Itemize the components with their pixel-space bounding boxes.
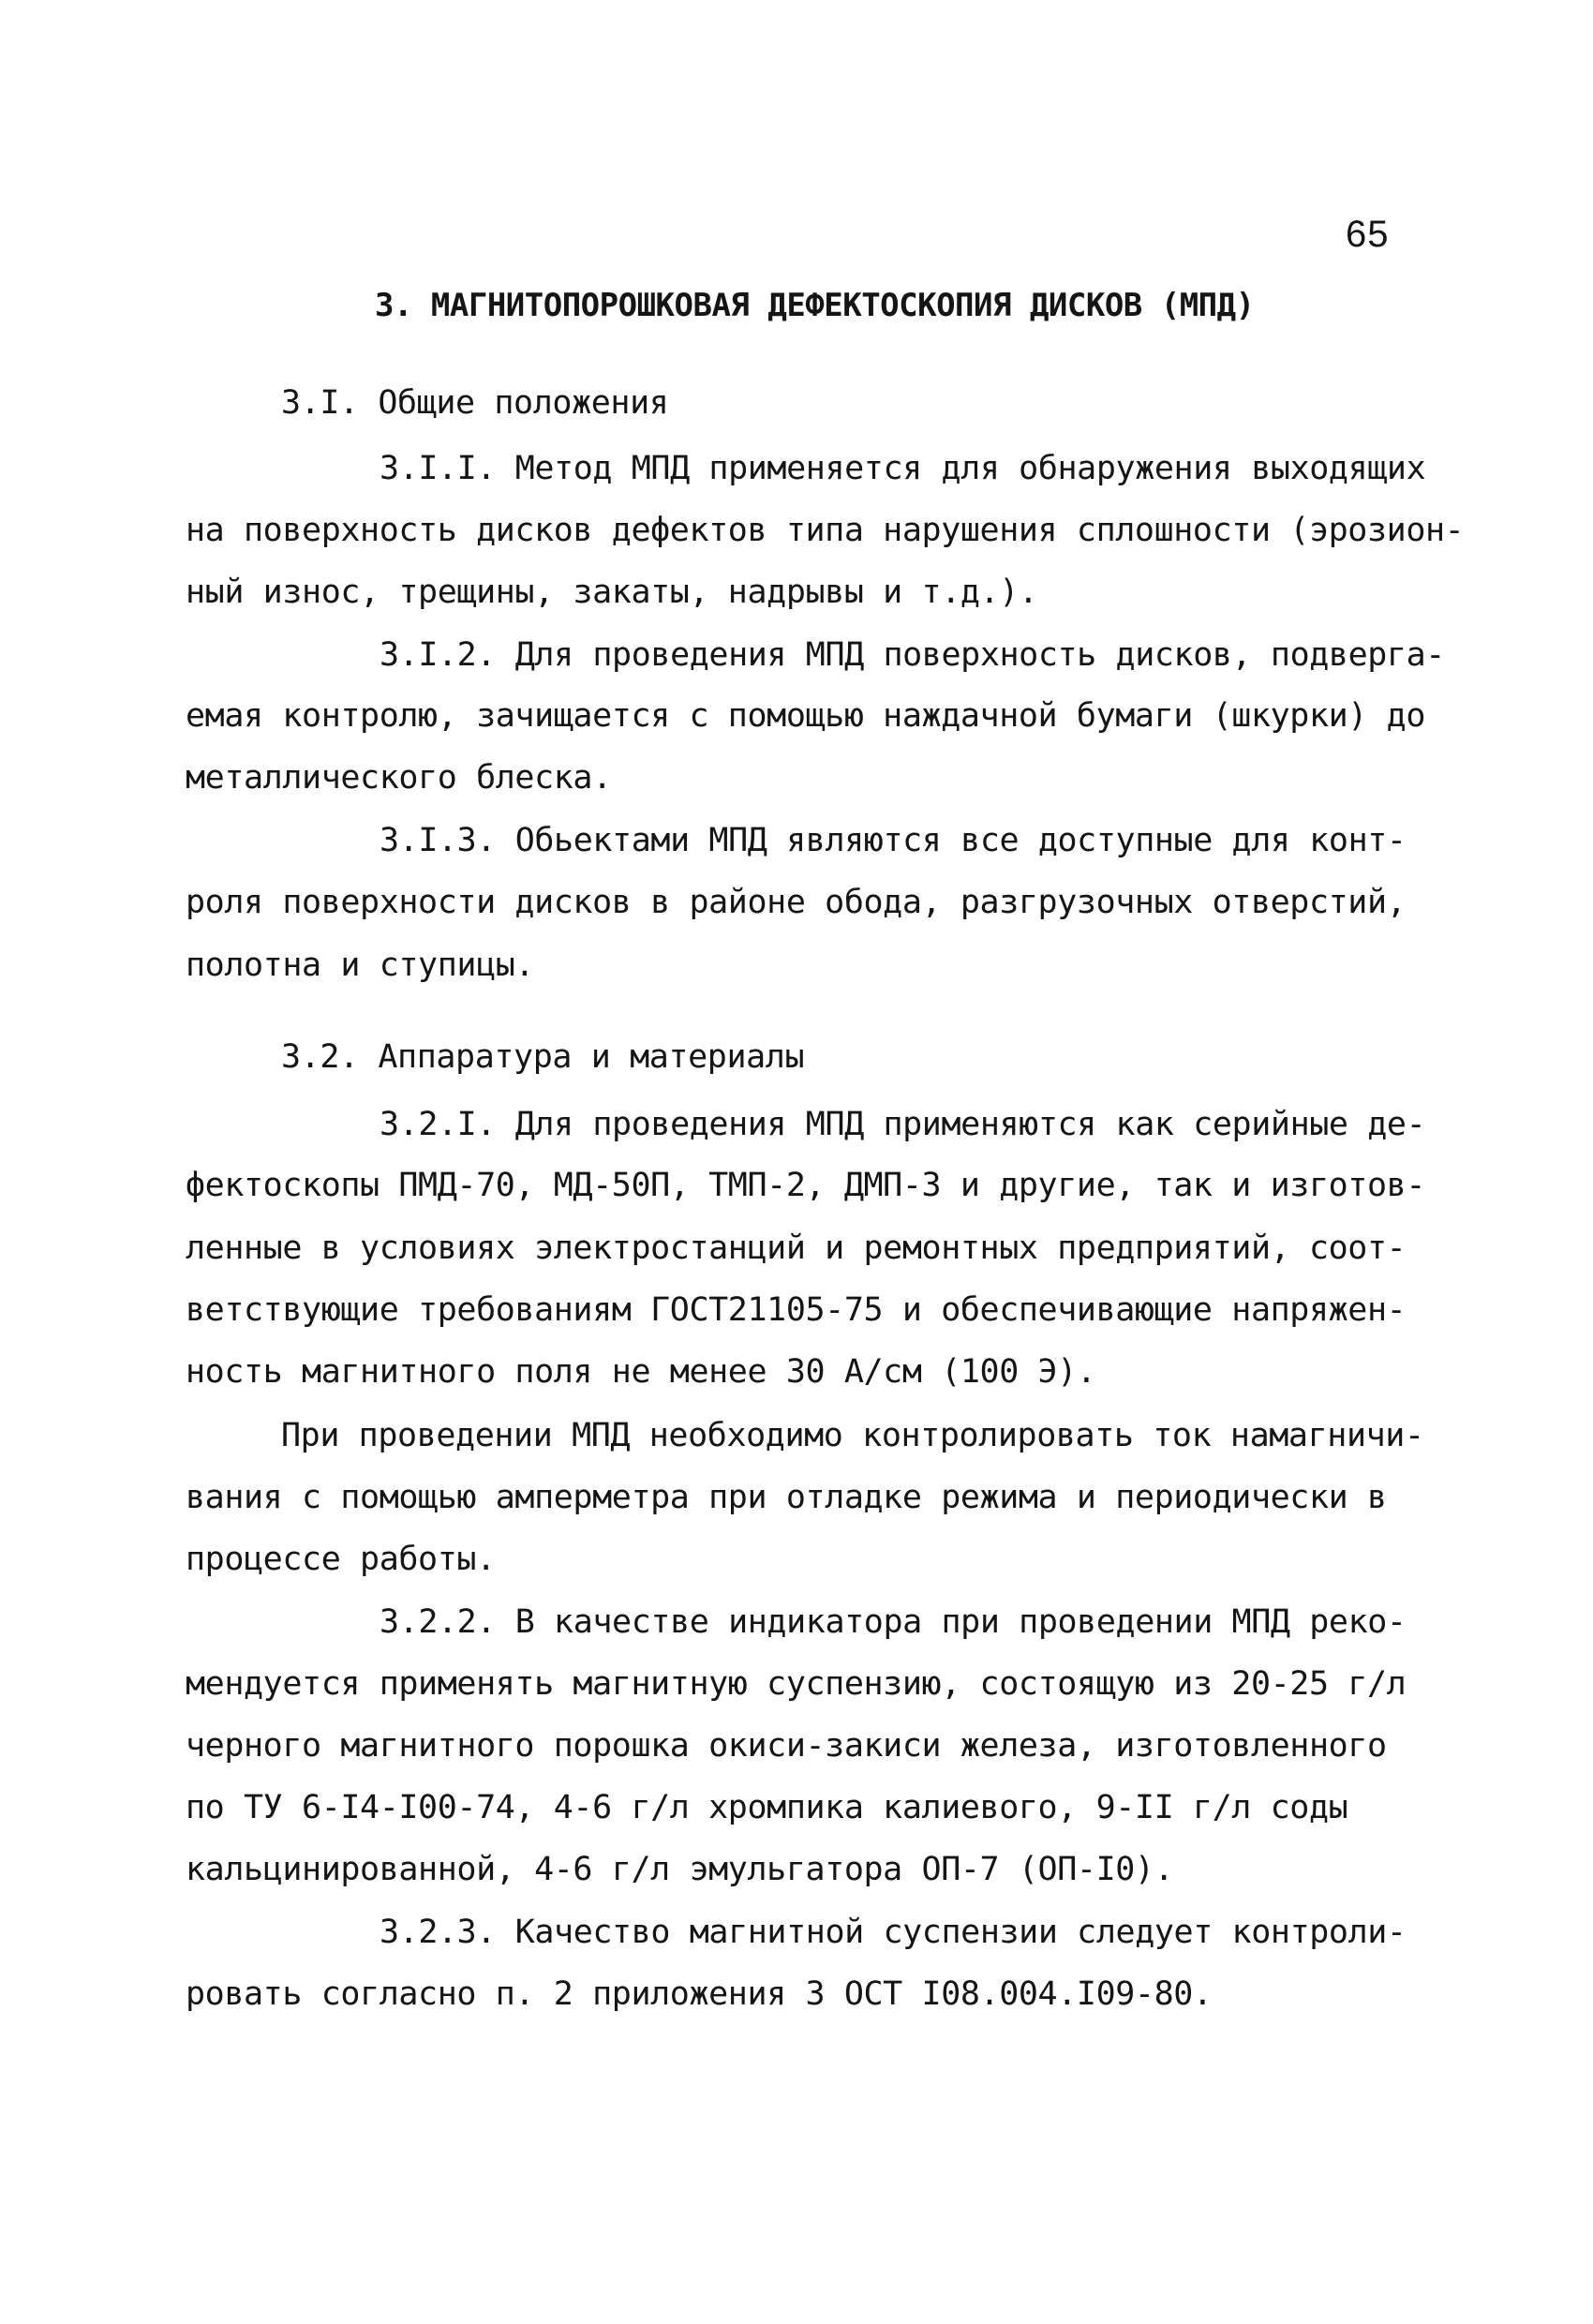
paragraph-line: 3.I.I. Метод МПД применяется для обнаружения выходящих — [380, 450, 1426, 487]
paragraph-line: мендуется применять магнитную суспензию, состоящую из 20-25 г/л — [186, 1665, 1407, 1703]
paragraph-line: ность магнитного поля не менее 30 А/см (100 Э). — [186, 1353, 1096, 1391]
paragraph-line: по ТУ 6-I4-I00-74, 4-6 г/л хромпика калиевого, 9-II г/л соды — [186, 1789, 1348, 1826]
paragraph-line: вания с помощью амперметра при отладке режима и периодически в — [186, 1479, 1387, 1516]
paragraph-line: на поверхность дисков дефектов типа нарушения сплошности (эрозион- — [186, 512, 1465, 549]
paragraph-line: процессе работы. — [186, 1541, 496, 1578]
paragraph-line: ный износ, трещины, закаты, надрывы и т.д.). — [186, 574, 1038, 611]
subsection-heading-3-1: 3.I. Общие положения — [281, 384, 669, 422]
paragraph-line: кальцинированной, 4-6 г/л эмульгатора ОП-7 (ОП-I0). — [186, 1851, 1174, 1888]
paragraph-line: емая контролю, зачищается с помощью наждачной бумаги (шкурки) до — [186, 697, 1425, 735]
section-title: 3. МАГНИТОПОРОШКОВАЯ ДЕФЕКТОСКОПИЯ ДИСКОВ (МПД) — [375, 287, 1255, 324]
paragraph-line: 3.2.2. В качестве индикатора при проведении МПД реко- — [380, 1603, 1407, 1641]
subsection-heading-3-2: 3.2. Аппаратура и материалы — [281, 1038, 805, 1076]
paragraph-line: 3.I.2. Для проведения МПД поверхность дисков, подверга- — [380, 636, 1445, 674]
paragraph-line: ленные в условиях электростанций и ремонтных предприятий, соот- — [186, 1229, 1407, 1267]
paragraph-line: ветствующие требованиям ГОСТ21105-75 и обеспечивающие напряжен- — [186, 1291, 1407, 1329]
page-number: 65 — [1346, 214, 1390, 255]
paragraph-line: роля поверхности дисков в районе обода, разгрузочных отверстий, — [186, 884, 1407, 921]
paragraph-line: 3.I.3. Обьектами МПД являются все доступные для конт- — [380, 822, 1407, 859]
paragraph-line: полотна и ступицы. — [186, 946, 535, 984]
paragraph-line: ровать согласно п. 2 приложения 3 ОСТ I08.004.I09-80. — [186, 1975, 1213, 2013]
paragraph-line: черного магнитного порошка окиси-закиси железа, изготовленного — [186, 1727, 1387, 1765]
paragraph-line: При проведении МПД необходимо контролировать ток намагничи- — [281, 1417, 1424, 1454]
paragraph-line: 3.2.I. Для проведения МПД применяются как серийные де- — [380, 1106, 1426, 1143]
paragraph-line: фектоскопы ПМД-70, МД-50П, ТМП-2, ДМП-3 и другие, так и изготов- — [186, 1167, 1425, 1204]
paragraph-line: металлического блеска. — [186, 759, 612, 797]
paragraph-line: 3.2.3. Качество магнитной суспензии следует контроли- — [380, 1914, 1407, 1951]
